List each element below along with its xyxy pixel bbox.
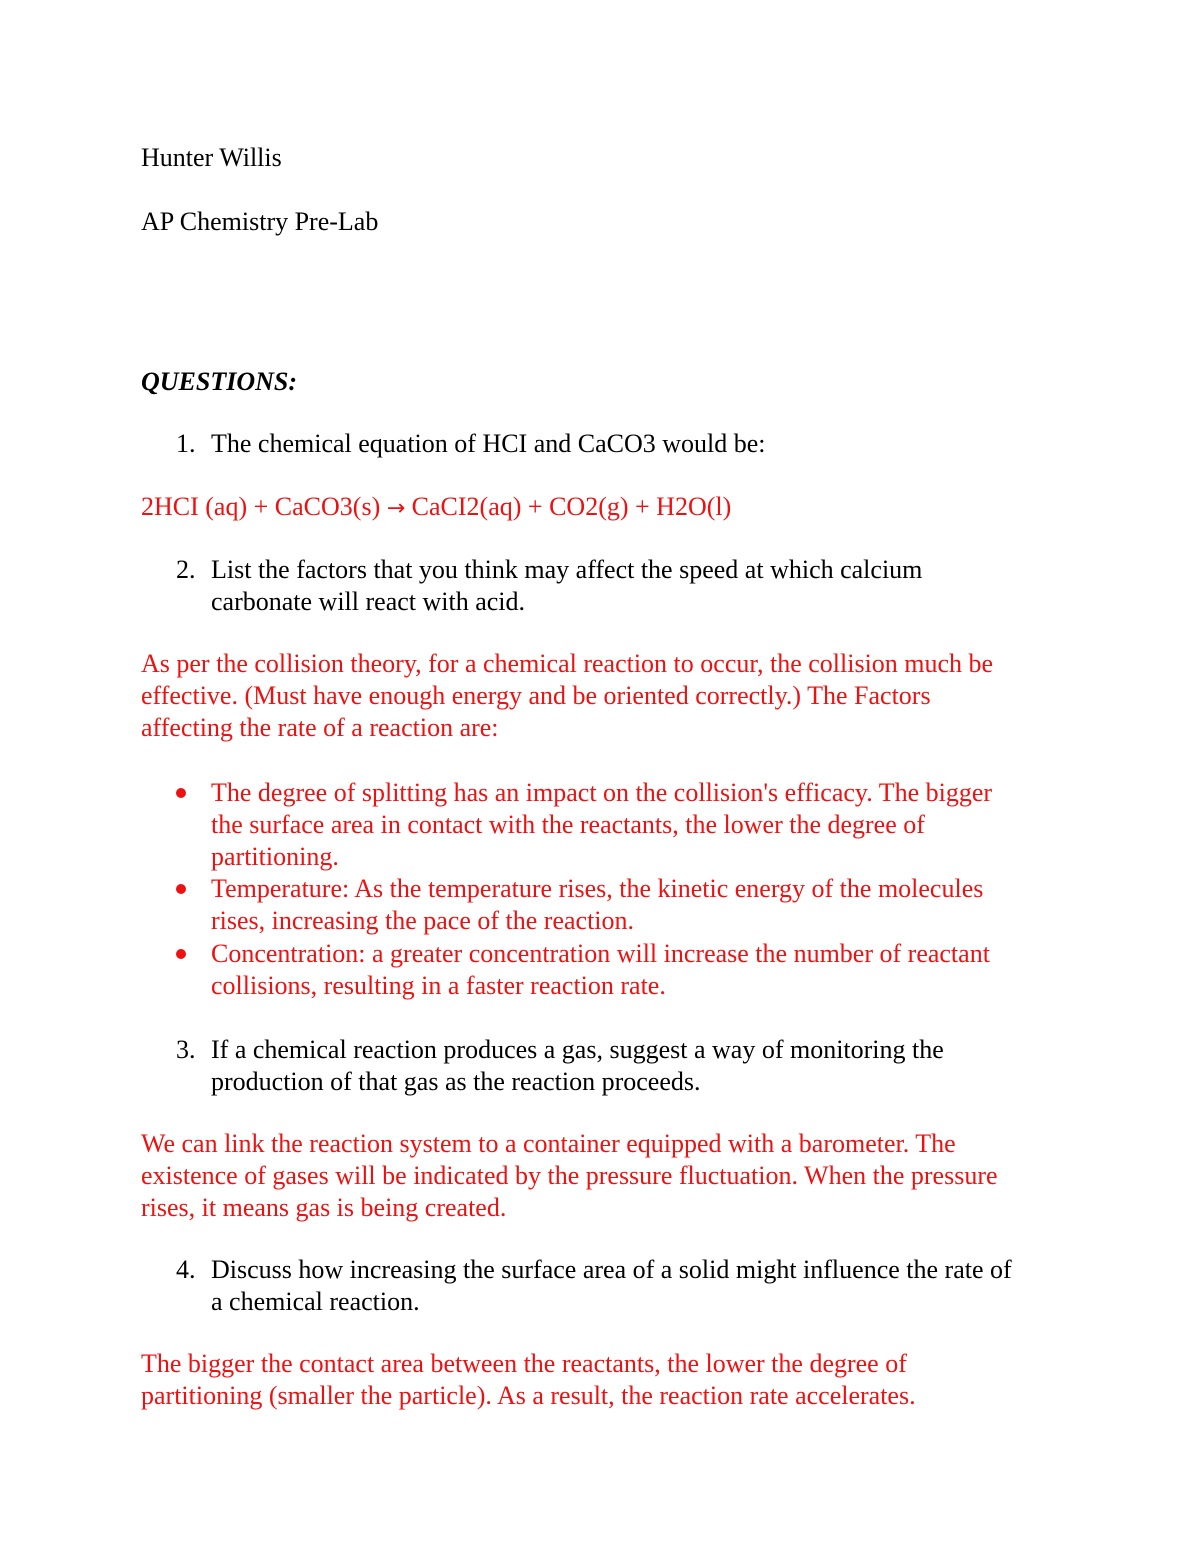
right-arrow-icon: → [386,496,406,521]
bullet-3-line-2: collisions, resulting in a faster reaction rate. [211,971,666,1000]
bullet-dot-icon [176,949,186,959]
bullet-3-line-1: Concentration: a greater concentration will increase the number of reactant [211,939,990,968]
bullet-2-line-2: rises, increasing the pace of the reaction. [211,906,635,935]
answer-2-line-1: As per the collision theory, for a chemical reaction to occur, the collision much be [141,649,994,678]
author-name: Hunter Willis [141,143,282,172]
answer-4-line-1: The bigger the contact area between the reactants, the lower the degree of [141,1349,907,1378]
question-2-text-line-1: List the factors that you think may affect the speed at which calcium [211,555,923,584]
section-heading: QUESTIONS: [141,367,298,396]
answer-3-line-2: existence of gases will be indicated by the pressure fluctuation. When the pressure [141,1161,998,1190]
question-4-text-line-1: Discuss how increasing the surface area of a solid might influence the rate of [211,1255,1012,1284]
bullet-1-line-3: partitioning. [211,842,339,871]
equation-reactants: 2HCI (aq) + CaCO3(s) [141,492,387,521]
question-3-text-line-2: production of that gas as the reaction proceeds. [211,1067,701,1096]
answer-2-line-2: effective. (Must have enough energy and be oriented correctly.) The Factors [141,681,931,710]
question-3-number: 3. [176,1035,196,1064]
bullet-dot-icon [176,884,186,894]
question-2-number: 2. [176,555,196,584]
bullet-1-line-2: the surface area in contact with the reactants, the lower the degree of [211,810,925,839]
bullet-2-line-1: Temperature: As the temperature rises, the kinetic energy of the molecules [211,874,984,903]
question-2-text-line-2: carbonate will react with acid. [211,587,526,616]
question-4-text-line-2: a chemical reaction. [211,1287,420,1316]
equation-products: CaCI2(aq) + CO2(g) + H2O(l) [405,492,732,521]
answer-3-line-1: We can link the reaction system to a container equipped with a barometer. The [141,1129,956,1158]
document-subtitle: AP Chemistry Pre-Lab [141,207,379,236]
answer-1-equation [141,491,731,525]
bullet-dot-icon [176,788,186,798]
question-3-text-line-1: If a chemical reaction produces a gas, suggest a way of monitoring the [211,1035,944,1064]
bullet-1-line-1: The degree of splitting has an impact on the collision's efficacy. The bigger [211,778,993,807]
answer-2-line-3: affecting the rate of a reaction are: [141,713,499,742]
question-1-number: 1. [176,429,196,458]
question-1-text: The chemical equation of HCI and CaCO3 would be: [211,429,766,458]
answer-4-line-2: partitioning (smaller the particle). As a result, the reaction rate accelerates. [141,1381,916,1410]
question-4-number: 4. [176,1255,196,1284]
answer-3-line-3: rises, it means gas is being created. [141,1193,507,1222]
